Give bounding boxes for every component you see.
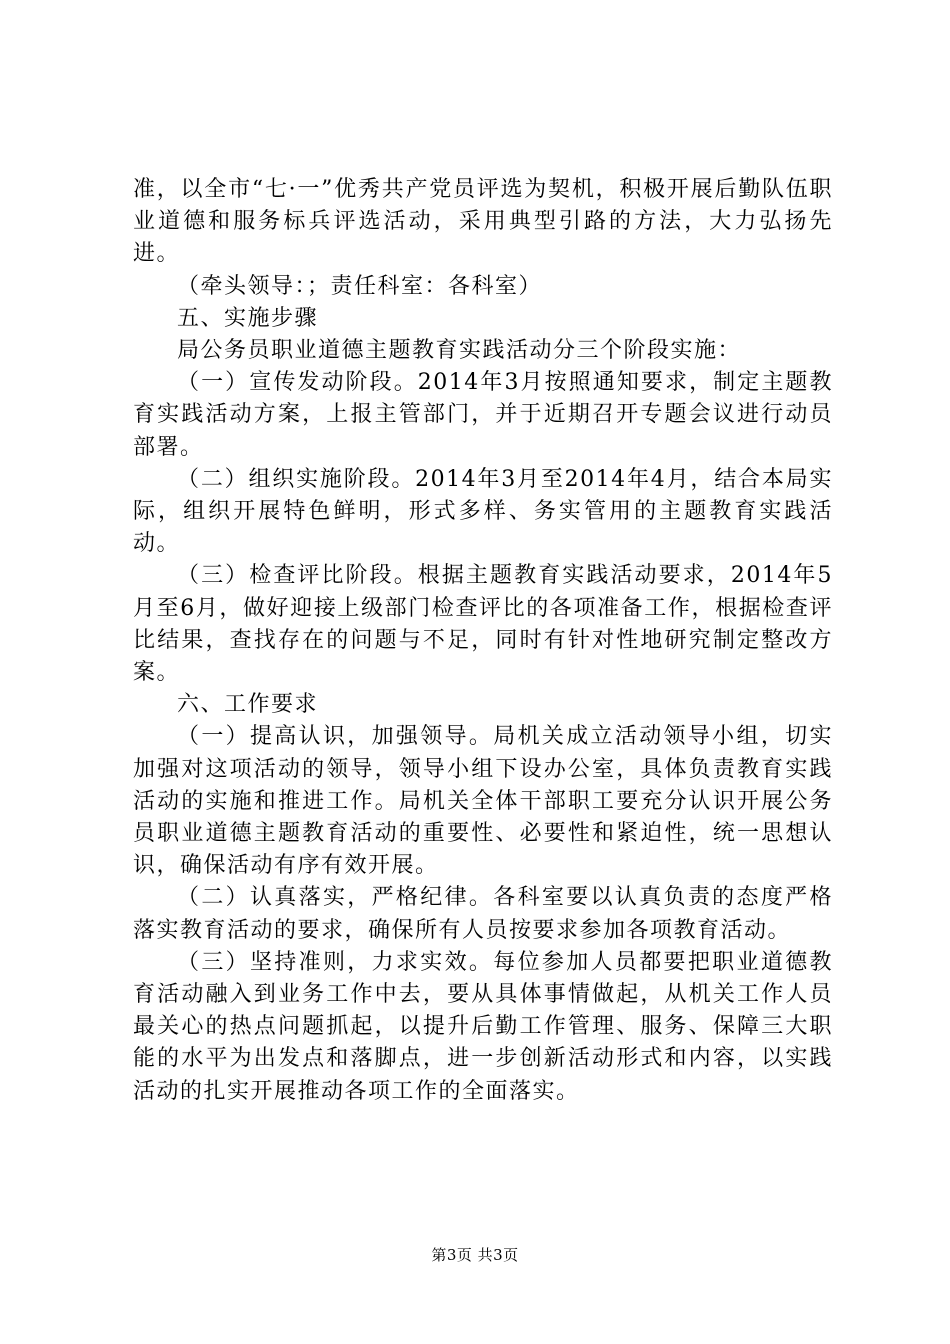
page-number-label: 第3页 共3页 bbox=[431, 1246, 519, 1264]
paragraph-5: （一）宣传发动阶段。2014年3月按照通知要求，制定主题教育实践活动方案，上报主管部门，并于近期召开专题会议进行动员部署。 bbox=[133, 370, 833, 460]
document-body bbox=[133, 174, 833, 1108]
paragraph-10: （二）认真落实，严格纪律。各科室要以认真负责的态度严格落实教育活动的要求，确保所有人员按要求参加各项教育活动。 bbox=[133, 885, 833, 943]
paragraph-4: 局公务员职业道德主题教育实践活动分三个阶段实施： bbox=[177, 338, 742, 364]
section-heading-5: 五、实施步骤 bbox=[177, 305, 319, 331]
paragraph-7: （三）检查评比阶段。根据主题教育实践活动要求，2014年5月至6月，做好迎接上级部门检查评比的各项准备工作，根据检查评比结果，查找存在的问题与不足，同时有针对性地研究制定整改方案。 bbox=[133, 563, 833, 686]
paragraph-11: （三）坚持准则，力求实效。每位参加人员都要把职业道德教育活动融入到业务工作中去，要从具体事情做起，从机关工作人员最关心的热点问题抓起，以提升后勤工作管理、服务、保障三大职能的水平为出发点和落脚点，进一步创新活动形式和内容，以实践活动的扎实开展推动各项工作的全面落实。 bbox=[133, 949, 833, 1104]
paragraph-6: （二）组织实施阶段。2014年3月至2014年4月，结合本局实际，组织开展特色鲜明，形式多样、务实管用的主题教育实践活动。 bbox=[133, 466, 833, 557]
paragraph-9: （一）提高认识，加强领导。局机关成立活动领导小组，切实加强对这项活动的领导，领导小组下设办公室，具体负责教育实践活动的实施和推进工作。局机关全体干部职工要充分认识开展公务员职业道德主题教育活动的重要性、必要性和紧迫性，统一思想认识，确保活动有序有效开展。 bbox=[133, 724, 833, 879]
page-footer bbox=[0, 1244, 950, 1265]
paragraph-1: 准，以全市“七·一”优秀共产党员评选为契机，积极开展后勤队伍职业道德和服务标兵评选活动，采用典型引路的方法，大力弘扬先进。 bbox=[133, 177, 833, 267]
section-heading-6: 六、工作要求 bbox=[177, 692, 319, 718]
paragraph-2: （牵头领导：；责任科室：各科室） bbox=[177, 273, 543, 299]
